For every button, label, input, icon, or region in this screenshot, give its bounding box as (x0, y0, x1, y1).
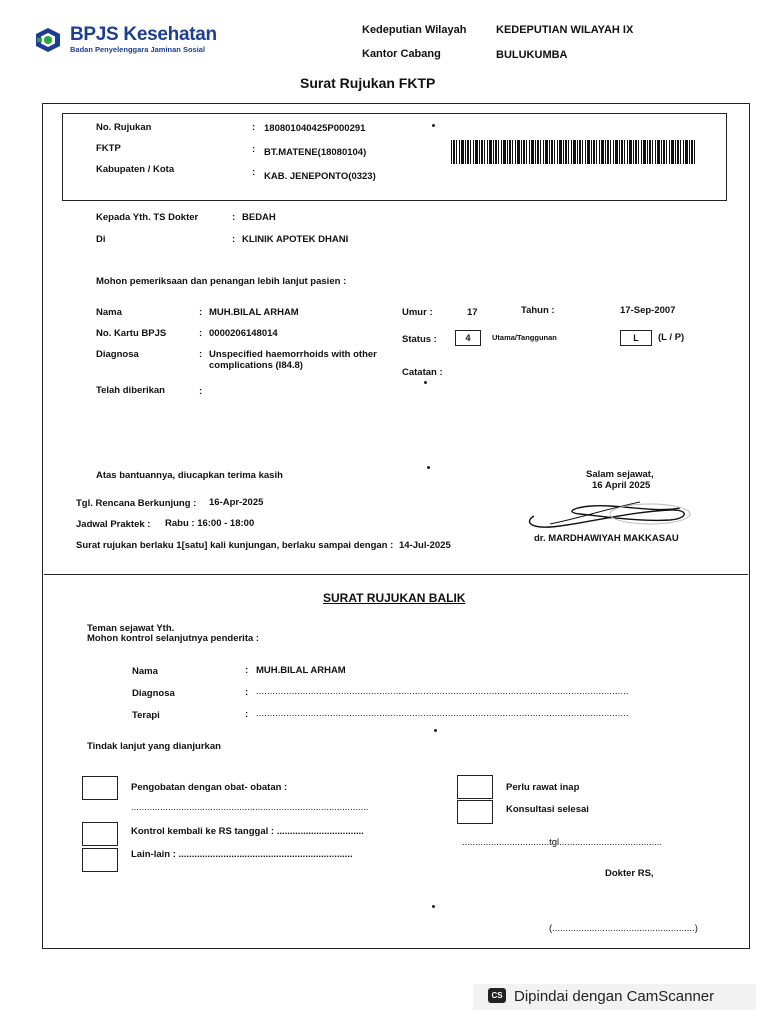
colon: : (199, 328, 203, 339)
page-title: Surat Rujukan FKTP (300, 75, 436, 91)
kartu-label: No. Kartu BPJS (96, 328, 167, 339)
terapi-fill-line: ........................................................................................................................................ (256, 708, 629, 719)
balik-diagnosa-label: Diagnosa (132, 688, 175, 699)
camscanner-logo-icon: CS (488, 988, 506, 1003)
salam-text: Salam sejawat, (586, 469, 654, 480)
umur-label: Umur : (402, 307, 433, 318)
checkbox-obat[interactable] (82, 776, 118, 800)
opt-kontrol-label: Kontrol kembali ke RS tanggal : ................................. (131, 826, 364, 837)
balik-nama-label: Nama (132, 666, 158, 677)
diagnosa-line-2: complications (I84.8) (209, 360, 303, 371)
dokter-rs-sign-line: (......................................................) (549, 923, 698, 934)
dokter-rs-label: Dokter RS, (605, 868, 654, 879)
colon: : (252, 122, 256, 133)
fktp-label: FKTP (96, 143, 121, 154)
colon: : (252, 144, 256, 155)
colon: : (199, 307, 203, 318)
diagnosa-fill-line: ........................................................................................................................................ (256, 686, 629, 697)
opt-obat-line: .......................................................................................... (131, 802, 369, 813)
logo-name: BPJS Kesehatan (70, 24, 217, 45)
diagnosa-label: Diagnosa (96, 349, 139, 360)
colon: : (245, 665, 249, 676)
scan-speck (432, 905, 435, 908)
colon: : (232, 212, 236, 223)
status-desc: Utama/Tanggunan (492, 333, 557, 342)
kartu-value: 0000206148014 (209, 328, 278, 339)
colon: : (199, 349, 203, 360)
diberikan-label: Telah diberikan (96, 385, 165, 396)
checkbox-rawat-inap[interactable] (457, 775, 493, 799)
scan-speck (432, 124, 435, 127)
opt-rawat-label: Perlu rawat inap (506, 782, 580, 793)
nama-label: Nama (96, 307, 122, 318)
tindak-text: Tindak lanjut yang dianjurkan (87, 741, 221, 752)
no-rujukan-value: 180801040425P000291 (264, 123, 366, 134)
signature (520, 494, 696, 536)
tgl-line: .................................tgl....................................... (462, 837, 663, 848)
umur-value: 17 (467, 307, 478, 318)
berlaku-text: Surat rujukan berlaku 1[satu] kali kunjungan, berlaku sampai dengan : (76, 540, 394, 551)
sex-desc: (L / P) (658, 332, 685, 343)
opt-obat-label: Pengobatan dengan obat- obatan : (131, 782, 288, 793)
status-label: Status : (402, 334, 437, 345)
colon: : (245, 709, 249, 720)
di-value: KLINIK APOTEK DHANI (242, 234, 349, 245)
di-label: Di (96, 234, 106, 245)
checkbox-lain[interactable] (82, 848, 118, 872)
mohon-text: Mohon kontrol selanjutnya penderita : (87, 633, 260, 644)
kepada-value: BEDAH (242, 212, 276, 223)
opt-konsultasi-label: Konsultasi selesai (506, 804, 589, 815)
diagnosa-line-1: Unspecified haemorrhoids with other (209, 349, 377, 360)
teman-text: Teman sejawat Yth. (87, 623, 175, 634)
checkbox-konsultasi[interactable] (457, 800, 493, 824)
cabang-label: Kantor Cabang (362, 48, 441, 60)
no-rujukan-label: No. Rujukan (96, 122, 152, 133)
cabang-value: BULUKUMBA (496, 49, 568, 61)
colon: : (199, 386, 203, 397)
sex-box: L (620, 330, 652, 346)
barcode (451, 140, 695, 164)
jadwal-label: Jadwal Praktek : (76, 519, 151, 530)
tahun-label: Tahun : (521, 305, 555, 316)
nama-value: MUH.BILAL ARHAM (209, 307, 299, 318)
catatan-label: Catatan : (402, 367, 443, 378)
dokter-name: dr. MARDHAWIYAH MAKKASAU (534, 533, 679, 544)
status-box: 4 (455, 330, 481, 346)
kepada-label: Kepada Yth. TS Dokter (96, 212, 199, 223)
bpjs-emblem-icon (34, 27, 62, 53)
tahun-value: 17-Sep-2007 (620, 305, 676, 316)
fktp-value: BT.MATENE(18080104) (264, 147, 367, 158)
deputi-label: Kedeputian Wilayah (362, 24, 467, 36)
colon: : (232, 234, 236, 245)
terima-kasih: Atas bantuannya, diucapkan terima kasih (96, 470, 283, 481)
scan-speck (427, 466, 430, 469)
rencana-value: 16-Apr-2025 (209, 497, 264, 508)
pasien-intro: Mohon pemeriksaan dan penangan lebih lanjut pasien : (96, 276, 347, 287)
section-divider (44, 574, 748, 575)
scan-speck (434, 729, 437, 732)
scan-speck (424, 381, 427, 384)
logo-subtitle: Badan Penyelenggara Jaminan Sosial (70, 45, 206, 54)
checkbox-kontrol[interactable] (82, 822, 118, 846)
deputi-value: KEDEPUTIAN WILAYAH IX (496, 24, 634, 36)
berlaku-value: 14-Jul-2025 (399, 540, 451, 551)
tanggal-surat: 16 April 2025 (592, 480, 651, 491)
balik-title: SURAT RUJUKAN BALIK (323, 591, 466, 605)
terapi-label: Terapi (132, 710, 160, 721)
colon: : (245, 687, 249, 698)
camscanner-text: Dipindai dengan CamScanner (514, 988, 715, 1005)
rencana-label: Tgl. Rencana Berkunjung : (76, 498, 197, 509)
opt-lain-label: Lain-lain : .................................................................. (131, 849, 353, 860)
colon: : (252, 167, 256, 178)
balik-nama-value: MUH.BILAL ARHAM (256, 665, 346, 676)
kabupaten-label: Kabupaten / Kota (96, 164, 175, 175)
jadwal-value: Rabu : 16:00 - 18:00 (165, 518, 255, 529)
bpjs-logo (34, 24, 234, 56)
kabupaten-value: KAB. JENEPONTO(0323) (264, 171, 376, 182)
